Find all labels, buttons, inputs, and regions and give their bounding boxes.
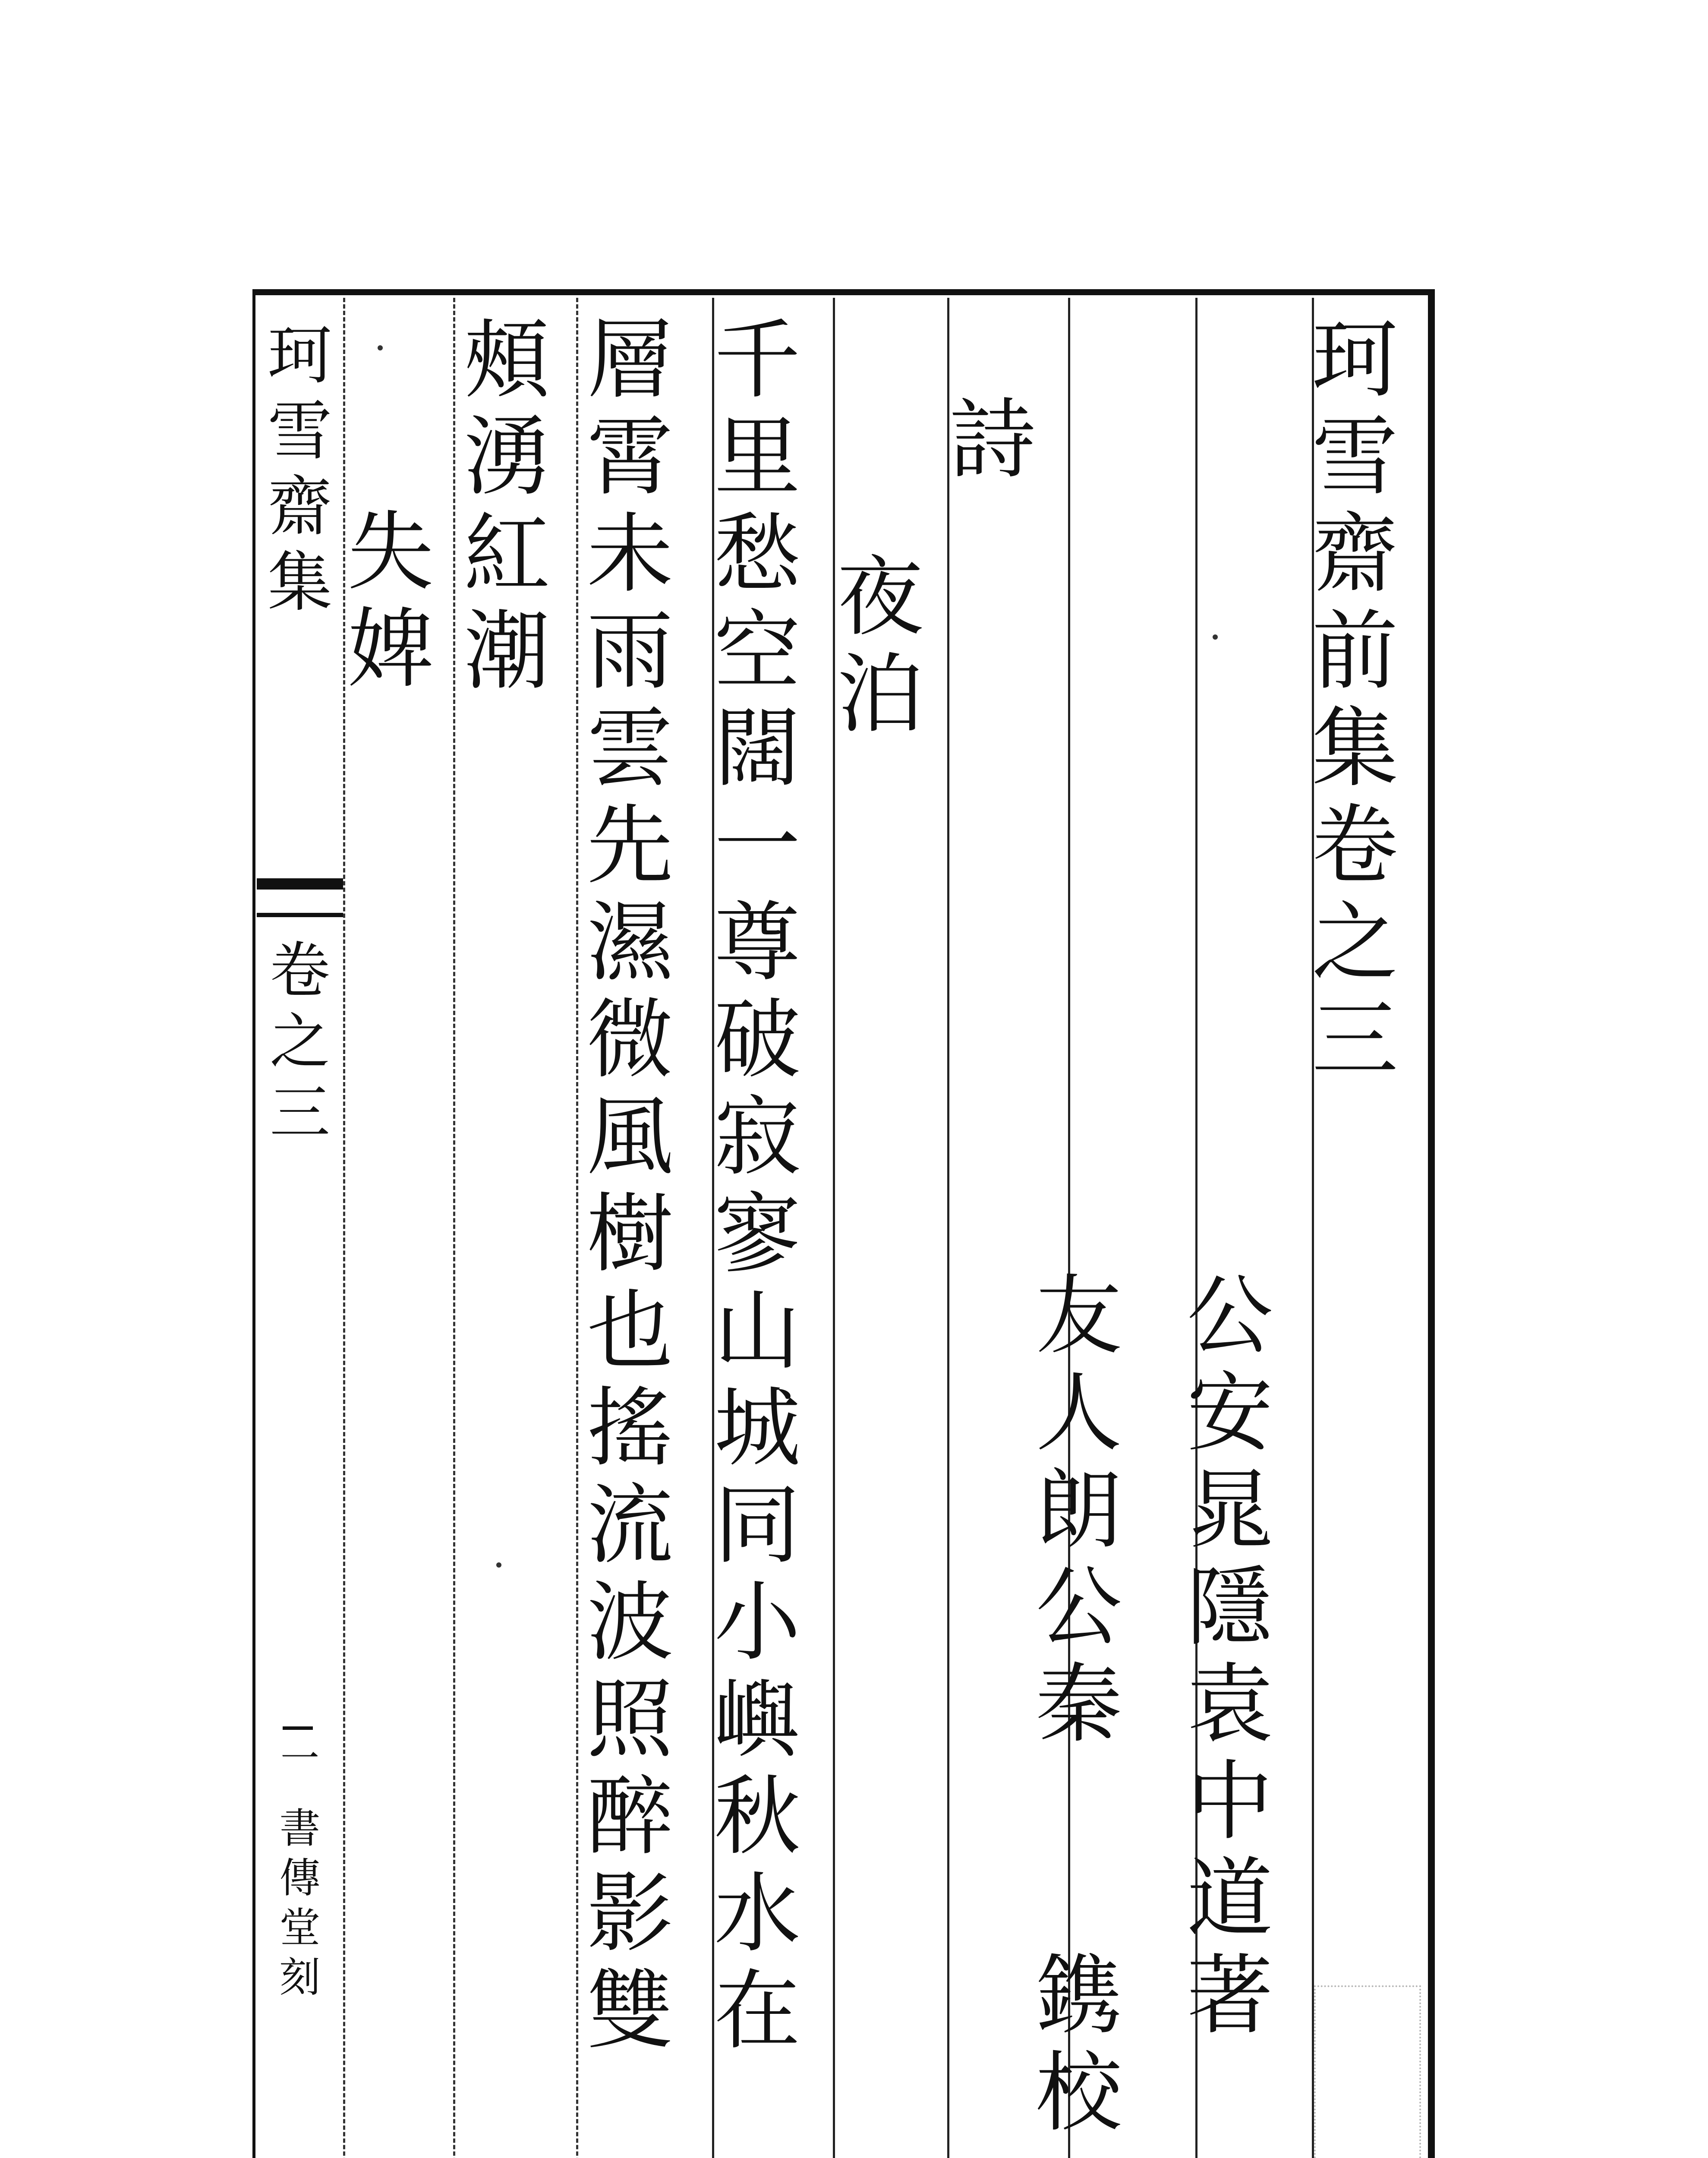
poem-title <box>831 547 930 749</box>
character: 齋 <box>267 470 332 545</box>
character: 也 <box>586 1281 673 1382</box>
character: 晁 <box>1186 1460 1273 1561</box>
character: 流 <box>586 1475 673 1576</box>
editor-role <box>1029 1946 1128 2147</box>
character: 風 <box>586 1087 673 1187</box>
seal-stamp <box>1314 1985 1421 2158</box>
character: 鎸 <box>1035 1946 1122 2046</box>
character: 公 <box>1035 1557 1122 1658</box>
character: 破 <box>714 990 800 1090</box>
character: 寥 <box>714 1184 800 1284</box>
character: 搖 <box>586 1378 673 1479</box>
character: 里 <box>714 407 800 508</box>
character: 袁 <box>1186 1654 1273 1755</box>
character: 珂 <box>267 319 332 394</box>
character: 婢 <box>347 599 434 700</box>
character: 雲 <box>586 698 673 799</box>
character: 水 <box>714 1864 800 1964</box>
character: 秦 <box>1035 1654 1122 1755</box>
character: 之 <box>269 1007 330 1077</box>
character: 照 <box>586 1669 673 1770</box>
character: 山 <box>714 1281 800 1382</box>
page-number-mark <box>283 1726 313 1730</box>
character: 愁 <box>714 504 800 605</box>
poem-line <box>457 310 557 706</box>
margin-carver <box>263 1805 337 2007</box>
character: 小 <box>714 1572 800 1673</box>
character: 潮 <box>463 601 550 702</box>
character: 闊 <box>714 698 800 799</box>
character: 刻 <box>279 1954 321 2001</box>
character: 雙 <box>586 1961 673 2061</box>
character: 校 <box>1035 2043 1122 2143</box>
character: 空 <box>714 601 800 702</box>
character: 夜 <box>837 547 923 648</box>
character: 影 <box>586 1864 673 1964</box>
character: 樹 <box>586 1184 673 1284</box>
character: 卷 <box>1311 795 1398 896</box>
editor-line <box>1029 1266 1128 2147</box>
margin-page-number <box>259 1736 341 1783</box>
character: 朗 <box>1035 1460 1122 1561</box>
character: 卷 <box>269 936 330 1006</box>
margin-volume <box>259 936 341 1155</box>
character: 人 <box>1035 1363 1122 1464</box>
character: 集 <box>267 545 332 620</box>
character: 紅 <box>463 504 550 605</box>
character: 著 <box>1186 1946 1273 2046</box>
character: 堂 <box>279 1904 321 1952</box>
poem-line <box>708 310 807 2065</box>
character: 濕 <box>586 893 673 993</box>
character: 泊 <box>837 644 923 745</box>
character: 一 <box>280 1736 319 1781</box>
character: 微 <box>586 990 673 1090</box>
character: 一 <box>714 795 800 896</box>
character: 雪 <box>267 394 332 469</box>
character: 三 <box>269 1078 330 1148</box>
character: 同 <box>714 1475 800 1576</box>
editor-name <box>1029 1266 1128 1759</box>
character: 霄 <box>586 407 673 508</box>
character: 寂 <box>714 1087 800 1187</box>
character: 在 <box>714 1961 800 2061</box>
character: 雨 <box>586 601 673 702</box>
character: 尊 <box>714 893 800 993</box>
character: 湧 <box>463 407 550 508</box>
character: 友 <box>1035 1266 1122 1366</box>
character: 書 <box>279 1805 321 1852</box>
column-rule <box>453 298 455 2158</box>
character: 詩 <box>949 390 1036 490</box>
fishtail-mark <box>257 878 343 917</box>
character: 前 <box>1311 601 1398 702</box>
next-poem-title <box>341 502 440 704</box>
character: 波 <box>586 1572 673 1673</box>
character: 三 <box>1311 990 1398 1090</box>
ink-dot <box>1213 634 1218 640</box>
margin-book-title <box>259 319 341 626</box>
ink-dot <box>496 1562 501 1568</box>
character: 未 <box>586 504 673 605</box>
character: 隱 <box>1186 1557 1273 1658</box>
character: 雪 <box>1311 407 1398 508</box>
character: 城 <box>714 1378 800 1479</box>
character: 失 <box>347 502 434 603</box>
character: 集 <box>1311 698 1398 799</box>
volume-title <box>1305 310 1405 1094</box>
author-line <box>1180 1266 1279 2050</box>
character: 安 <box>1186 1363 1273 1464</box>
character: 秋 <box>714 1767 800 1867</box>
character: 道 <box>1186 1849 1273 1949</box>
ink-dot <box>378 345 383 350</box>
character: 頰 <box>463 310 550 410</box>
column-rule <box>947 298 949 2158</box>
character: 齋 <box>1311 504 1398 605</box>
character: 嶼 <box>714 1669 800 1770</box>
character: 醉 <box>586 1767 673 1867</box>
poem-line <box>580 310 680 2065</box>
character: 珂 <box>1311 310 1398 410</box>
section-heading <box>943 390 1042 494</box>
character: 層 <box>586 310 673 410</box>
column-rule <box>576 298 578 2158</box>
character: 傳 <box>279 1855 321 1902</box>
character: 公 <box>1186 1266 1273 1366</box>
character: 中 <box>1186 1751 1273 1852</box>
character: 之 <box>1311 893 1398 993</box>
character: 先 <box>586 795 673 896</box>
character: 千 <box>714 310 800 410</box>
